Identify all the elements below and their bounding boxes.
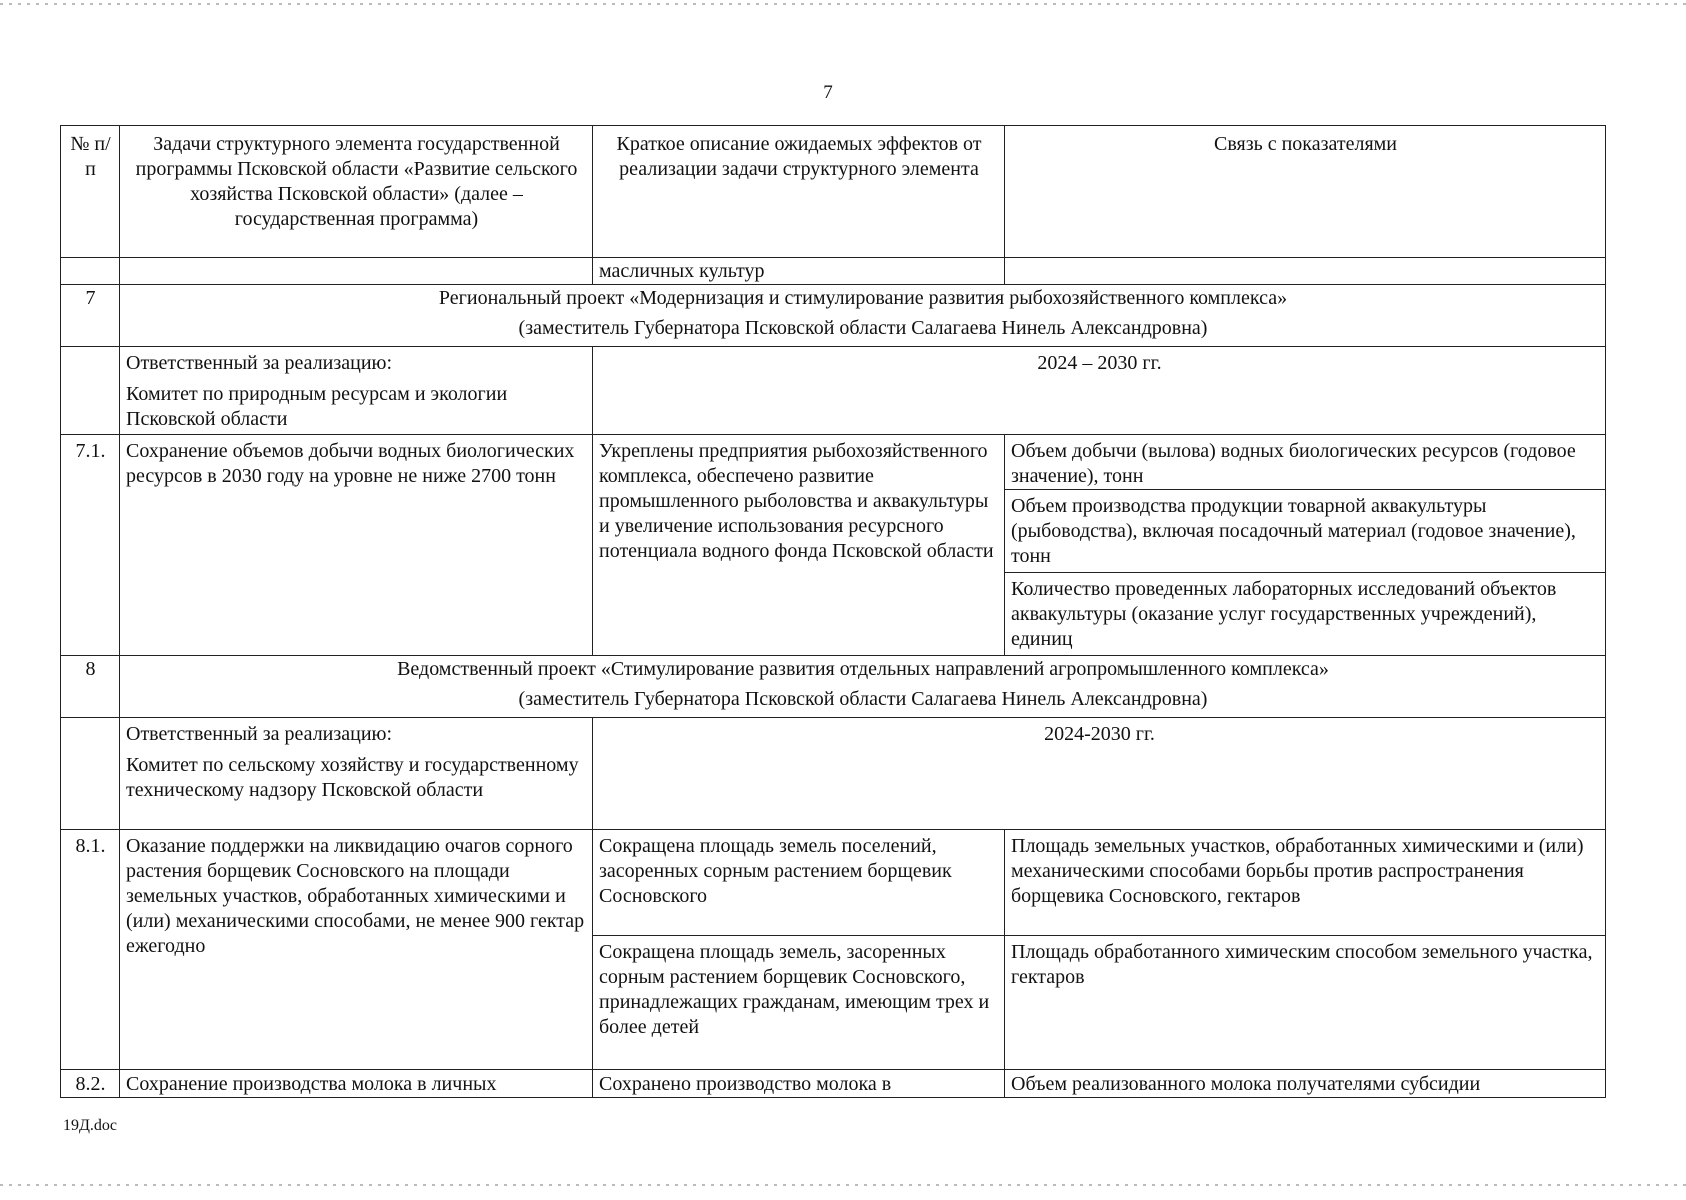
task-7-1: Сохранение объемов добычи водных биологических ресурсов в 2030 году на уровне не ниже 2700 тонн — [120, 435, 593, 656]
project-8-title: Ведомственный проект «Стимулирование развития отдельных направлений агропромышленного комплекса» — [397, 658, 1329, 680]
row-number: 8.1. — [61, 830, 120, 1070]
footer-filename: 19Д.doc — [63, 1117, 118, 1134]
responsible-label: Ответственный за реализацию: — [126, 723, 393, 745]
project-7-deputy: (заместитель Губернатора Псковской области Салагаева Нинель Александровна) — [518, 317, 1208, 339]
task-row-8-2 — [61, 1070, 1606, 1098]
indicator-8-2: Объем реализованного молока получателями субсидии — [1005, 1070, 1606, 1098]
responsible-row-8 — [61, 718, 1606, 830]
indicator-7-1-b: Объем производства продукции товарной аквакультуры (рыбоводства), включая посадочный материал (годовое значение), тонн — [1005, 490, 1606, 573]
responsible-org: Комитет по сельскому хозяйству и государственному техническому надзору Псковской области — [126, 754, 579, 801]
indicator-8-1-b: Площадь обработанного химическим способом земельного участка, гектаров — [1005, 936, 1606, 1070]
table-header-row — [61, 126, 1606, 258]
page-number: 7 — [823, 82, 833, 103]
responsible-cell-7 — [120, 347, 593, 435]
indicator-7-1-c: Количество проведенных лабораторных исследований объектов аквакультуры (оказание услуг государственных учреждений), единиц — [1005, 573, 1606, 656]
project-7-title-cell — [120, 285, 1606, 347]
task-row-7-1 — [61, 435, 1606, 490]
cell-empty — [120, 258, 593, 285]
row-number: 8 — [61, 656, 120, 718]
responsible-org: Комитет по природным ресурсам и экологии Псковской области — [126, 383, 508, 430]
header-effects: Краткое описание ожидаемых эффектов от реализации задачи структурного элемента — [593, 126, 1005, 258]
period-8: 2024-2030 гг. — [593, 718, 1606, 830]
header-tasks: Задачи структурного элемента государственной программы Псковской области «Развитие сельского хозяйства Псковской области» (далее – государственная программа) — [120, 126, 593, 258]
cell-empty — [1005, 258, 1606, 285]
cell-empty — [61, 258, 120, 285]
project-8-deputy: (заместитель Губернатора Псковской области Салагаева Нинель Александровна) — [518, 688, 1208, 710]
responsible-cell-8 — [120, 718, 593, 830]
project-row-7 — [61, 285, 1606, 347]
responsible-row-7 — [61, 347, 1606, 435]
responsible-label: Ответственный за реализацию: — [126, 352, 393, 374]
indicator-8-1-a: Площадь земельных участков, обработанных химическими и (или) механическими способами борьбы против распространения борщевика Сосновского, гектаров — [1005, 830, 1606, 936]
task-8-1: Оказание поддержки на ликвидацию очагов сорного растения борщевик Сосновского на площади земельных участков, обработанных химическими и (или) механическими способами, не менее 900 гектар ежегодно — [120, 830, 593, 1070]
continuation-text: масличных культур — [593, 258, 1005, 285]
cell-empty — [61, 718, 120, 830]
program-table — [60, 125, 1606, 1098]
scan-edge-top — [0, 3, 1686, 5]
project-7-title: Региональный проект «Модернизация и стимулирование развития рыбохозяйственного комплекса» — [438, 287, 1288, 309]
effect-7-1: Укреплены предприятия рыбохозяйственного комплекса, обеспечено развитие промышленного рыболовства и аквакультуры и увеличение использования ресурсного потенциала водного фонда Псковской области — [593, 435, 1005, 656]
project-8-title-cell — [120, 656, 1606, 718]
task-row-8-1 — [61, 830, 1606, 936]
row-number: 8.2. — [61, 1070, 120, 1098]
effect-8-1-b: Сокращена площадь земель, засоренных сорным растением борщевик Сосновского, принадлежащих гражданам, имеющим трех и более детей — [593, 936, 1005, 1070]
row-number: 7 — [61, 285, 120, 347]
scan-edge-bottom — [0, 1184, 1686, 1186]
effect-8-1-a: Сокращена площадь земель поселений, засоренных сорным растением борщевик Сосновского — [593, 830, 1005, 936]
period-7: 2024 – 2030 гг. — [593, 347, 1606, 435]
header-indicators: Связь с показателями — [1005, 126, 1606, 258]
row-number: 7.1. — [61, 435, 120, 656]
header-num: № п/п — [61, 126, 120, 258]
task-8-2: Сохранение производства молока в личных — [120, 1070, 593, 1098]
indicator-7-1-a: Объем добычи (вылова) водных биологических ресурсов (годовое значение), тонн — [1005, 435, 1606, 490]
table-row — [61, 258, 1606, 285]
project-row-8 — [61, 656, 1606, 718]
cell-empty — [61, 347, 120, 435]
effect-8-2: Сохранено производство молока в — [593, 1070, 1005, 1098]
